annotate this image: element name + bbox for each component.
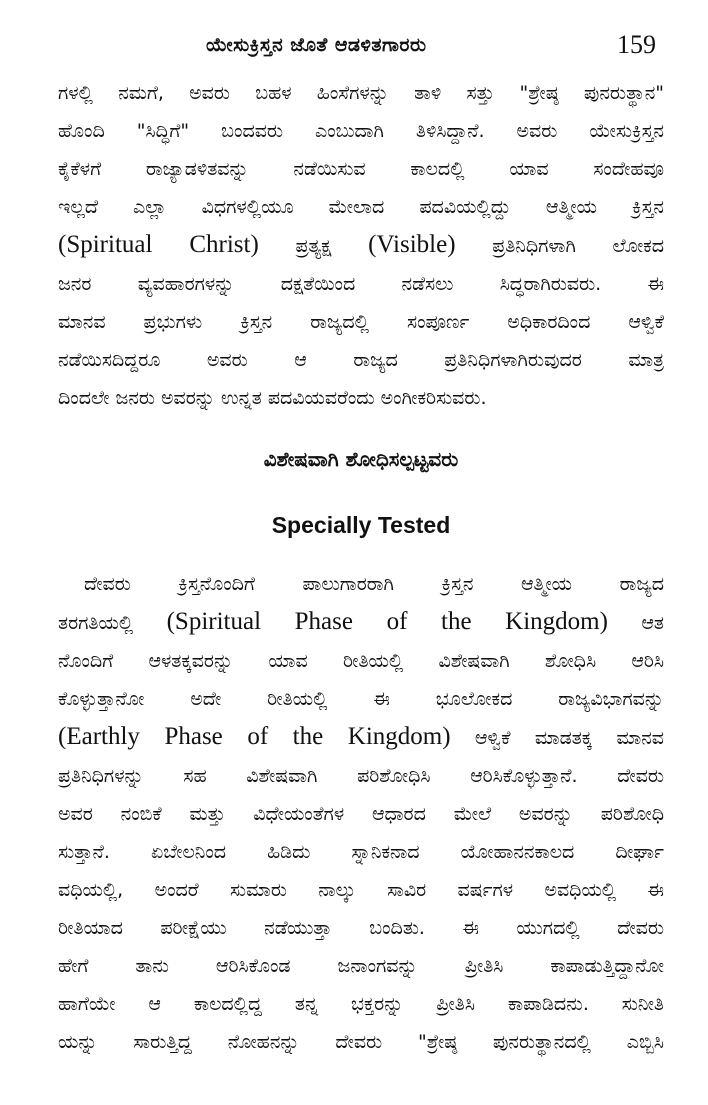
text-line: ಅವರ ನಂಬಿಕೆ ಮತ್ತು ವಿಧೇಯಂತೆಗಳ ಆಧಾರದ ಮೇಲೆ ಅವರನ್ನು ಪರಿಶೋಧಿ [58, 803, 664, 825]
text-line: ಸುತ್ತಾನೆ. ಏಬೇಲನಿಂದ ಹಿಡಿದು ಸ್ನಾನಿಕನಾದ ಯೋಹಾನನಕಾಲದ ದೀರ್ಘಾ [58, 841, 664, 863]
text-line: ದೇವರು ಕ್ರಿಸ್ತನೊಂದಿಗೆ ಪಾಲುಗಾರರಾಗಿ ಕ್ರಿಸ್ತನ ಆತ್ಮೀಯ ರಾಜ್ಯದ [84, 573, 664, 595]
text-line: ಮಾನವ ಪ್ರಭುಗಳು ಕ್ರಿಸ್ತನ ರಾಜ್ಯದಲ್ಲಿ ಸಂಪೂರ್ಣ ಅಧಿಕಾರದಿಂದ ಆಳ್ವಿಕೆ [58, 311, 664, 333]
text-line: ಪ್ರತಿನಿಧಿಗಳನ್ನು ಸಹ ವಿಶೇಷವಾಗಿ ಪರಿಶೋಧಿಸಿ ಆರಿಸಿಕೊಳ್ಳುತ್ತಾನೆ. ದೇವರು [58, 765, 664, 787]
english-term: (Spiritual Phase of the Kingdom) [166, 608, 608, 635]
english-term: (Spiritual Christ) [58, 231, 259, 258]
kannada-text: ಆಳ್ವಿಕೆ ಮಾಡತಕ್ಕ ಮಾನವ [474, 727, 664, 749]
kannada-text: ತರಗತಿಯಲ್ಲಿ [58, 612, 134, 634]
section-heading-kannada: ವಿಶೇಷವಾಗಿ ಶೋಧಿಸಲ್ಪಟ್ಟವರು [263, 447, 459, 471]
text-line: ದಿಂದಲೇ ಜನರು ಅವರನ್ನು ಉನ್ನತ ಪದವಿಯವರೆಂದು ಅಂಗೀಕರಿಸುವರು. [58, 387, 487, 409]
text-line: ಹೊಂದಿ "ಸಿದ್ಧಿಗೆ" ಬಂದವರು ಎಂಬುದಾಗಿ ತಿಳಿಸಿದ್ದಾನೆ. ಅವರು ಯೇಸುಕ್ರಿಸ್ತನ [58, 120, 664, 142]
paragraph-1 [58, 74, 664, 417]
text-line-mixed [58, 226, 664, 265]
text-line: ಕೈಕೆಳಗೆ ರಾಜ್ಯಾಡಳಿತವನ್ನು ನಡೆಯಿಸುವ ಕಾಲದಲ್ಲಿ ಯಾವ ಸಂದೇಹವೂ [58, 158, 664, 180]
text-line: ಜನರ ವ್ಯವಹಾರಗಳನ್ನು ದಕ್ಷತೆಯಿಂದ ನಡೆಸಲು ಸಿದ್ಧರಾಗಿರುವರು. ಈ [58, 273, 664, 295]
page-number: 159 [617, 30, 656, 59]
text-line-mixed [58, 718, 664, 757]
kannada-text: ಆತ [641, 612, 664, 634]
text-line: ರೀತಿಯಾದ ಪರೀಕ್ಷೆಯು ನಡೆಯುತ್ತಾ ಬಂದಿತು. ಈ ಯುಗದಲ್ಲಿ ದೇವರು [58, 917, 664, 939]
text-line-mixed [58, 603, 664, 642]
text-line: ಯನ್ನು ಸಾರುತ್ತಿದ್ದ ನೋಹನನ್ನು ದೇವರು "ಶ್ರೇಷ್ಠ ಪುನರುತ್ಥಾನದಲ್ಲಿ ಎಬ್ಬಿಸಿ [58, 1031, 664, 1053]
text-line: ಇಲ್ಲದೆ ಎಲ್ಲಾ ವಿಧಗಳಲ್ಲಿಯೂ ಮೇಲಾದ ಪದವಿಯಲ್ಲಿದ್ದು ಆತ್ಮೀಯ ಕ್ರಿಸ್ತನ [58, 196, 664, 218]
section-heading-english: Specially Tested [271, 512, 451, 538]
english-term: (Visible) [368, 231, 456, 258]
english-term: (Earthly Phase of the Kingdom) [58, 723, 451, 750]
text-line: ನಡೆಯಿಸದಿದ್ದರೂ ಅವರು ಆ ರಾಜ್ಯದ ಪ್ರತಿನಿಧಿಗಳಾಗಿರುವುದರ ಮಾತ್ರ [58, 349, 664, 371]
paragraph-2 [58, 565, 664, 1061]
text-line: ಗಳಲ್ಲಿ ನಮಗೆ, ಅವರು ಬಹಳ ಹಿಂಸೆಗಳನ್ನು ತಾಳಿ ಸತ್ತು "ಶ್ರೇಷ್ಠ ಪುನರುತ್ಥಾನ" [58, 82, 664, 104]
text-line: ನೊಂದಿಗೆ ಆಳತಕ್ಕವರನ್ನು ಯಾವ ರೀತಿಯಲ್ಲಿ ವಿಶೇಷವಾಗಿ ಶೋಧಿಸಿ ಆರಿಸಿ [58, 650, 664, 672]
running-header [58, 30, 664, 66]
text-line: ಹೇಗೆ ತಾನು ಆರಿಸಿಕೊಂಡ ಜನಾಂಗವನ್ನು ಪ್ರೀತಿಸಿ ಕಾಪಾಡುತ್ತಿದ್ದಾನೋ [58, 955, 664, 977]
kannada-text: ಪ್ರತ್ಯಕ್ಷ [295, 235, 332, 257]
text-line: ಹಾಗೆಯೇ ಆ ಕಾಲದಲ್ಲಿದ್ದ ತನ್ನ ಭಕ್ತರನ್ನು ಪ್ರೀತಿಸಿ ಕಾಪಾಡಿದನು. ಸುನೀತಿ [58, 993, 664, 1015]
text-line: ವಧಿಯಲ್ಲಿ, ಅಂದರೆ ಸುಮಾರು ನಾಲ್ಕು ಸಾವಿರ ವರ್ಷಗಳ ಅವಧಿಯಲ್ಲಿ ಈ [58, 879, 664, 901]
kannada-text: ಪ್ರತಿನಿಧಿಗಳಾಗಿ ಲೋಕದ [492, 235, 664, 257]
text-line: ಕೊಳ್ಳುತ್ತಾನೋ ಅದೇ ರೀತಿಯಲ್ಲಿ ಈ ಭೂಲೋಕದ ರಾಜ್ಯವಿಭಾಗವನ್ನು [58, 688, 664, 710]
running-title: ಯೇಸುಕ್ರಿಸ್ತನ ಜೊತೆ ಆಡಳಿತಗಾರರು [206, 34, 427, 56]
